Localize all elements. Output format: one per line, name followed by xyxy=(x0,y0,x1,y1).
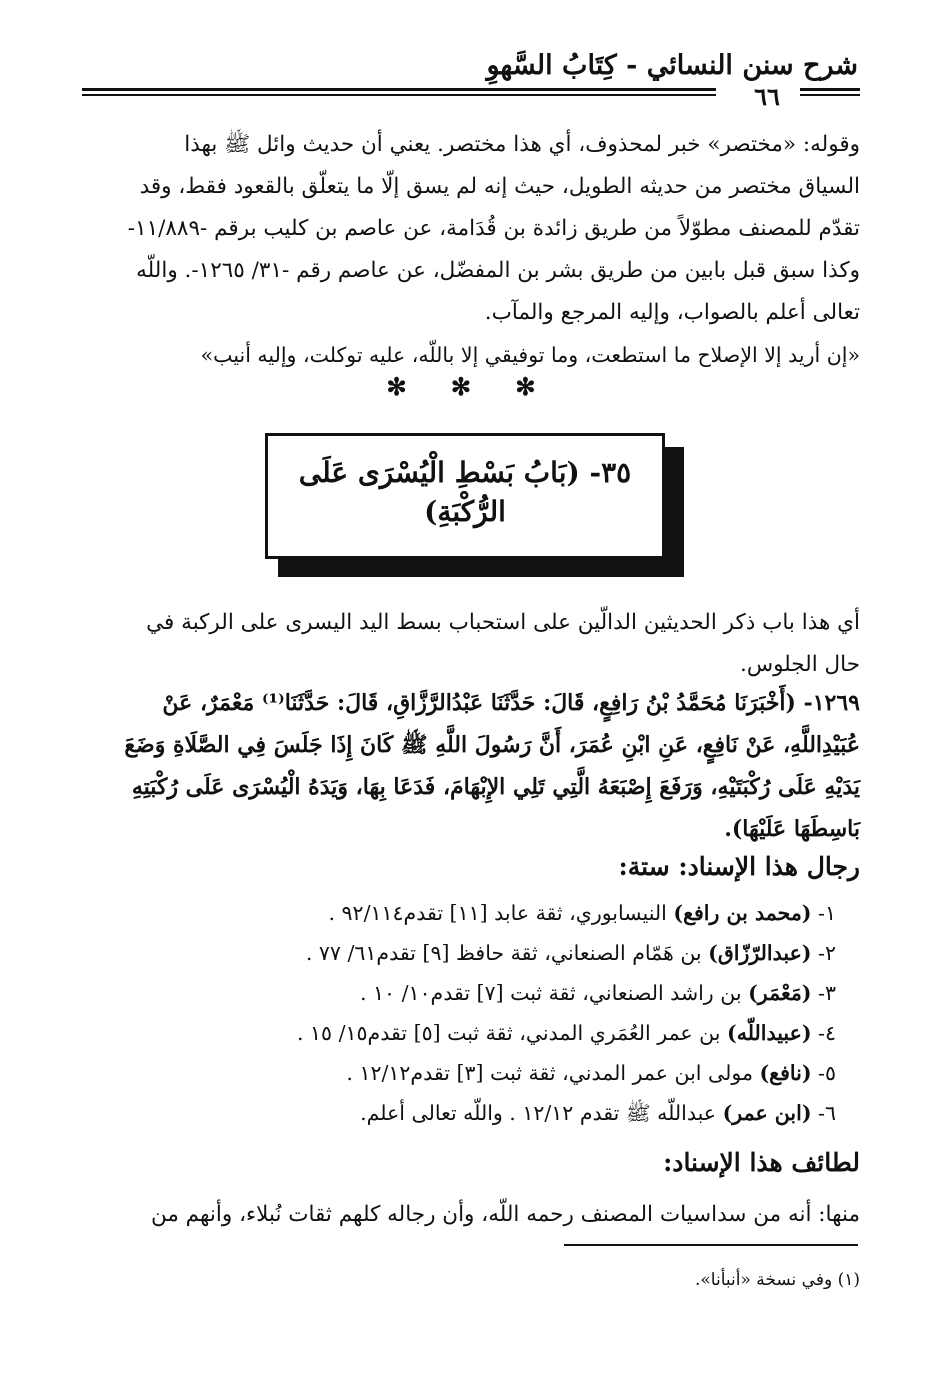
chapter-title-line1: ٣٥- (بَابُ بَسْطِ الْيُسْرَى عَلَى xyxy=(298,456,632,489)
header-rule-top xyxy=(82,88,716,91)
narrator-item xyxy=(297,1021,836,1045)
intro-line: تعالى أعلم بالصواب، وإليه المرجع والمآب. xyxy=(484,300,860,325)
narrator-number: ٢- xyxy=(818,941,836,965)
narrator-number: ٦- xyxy=(818,1101,836,1125)
hadith-text xyxy=(82,682,860,850)
chapter-intro xyxy=(82,602,860,686)
narrator-item xyxy=(329,901,837,925)
chapter-intro-line: حال الجلوس. xyxy=(739,652,860,677)
section-separator: ✻ ✻ ✻ xyxy=(386,372,554,401)
hadith-line: يَدَيْهِ عَلَى رُكْبَتَيْهِ، وَرَفَعَ إِصْبَعَهُ الَّتِي تَلِي الإِبْهَامَ، فَدَعَا بِهَا، وَيَدَهُ الْيُسْرَى عَلَى رُكْبَتِهِ xyxy=(131,774,860,800)
page-number: ٦٦ xyxy=(754,82,780,111)
lataif-heading: لطائف هذا الإسناد: xyxy=(663,1148,860,1177)
narrator-desc: النيسابوري، ثقة عابد [١١] تقدم٩٢/١١٤ . xyxy=(328,901,667,925)
narrator-desc: بن هَمّام الصنعاني، ثقة حافظ [٩] تقدم٦١/ ٧٧ . xyxy=(305,941,702,965)
intro-paragraph xyxy=(82,124,860,376)
intro-line: وكذا سبق قبل بابين من طريق بشر بن المفضّل، عن عاصم رقم -٣١/ ١٢٦٥-. واللّه xyxy=(136,258,860,283)
hadith-line: بَاسِطَهَا عَلَيْهَا). xyxy=(724,816,860,842)
narrator-desc: عبداللّه ﷺ تقدم ١٢/١٢ . واللّه تعالى أعلم. xyxy=(360,1101,717,1125)
chapter-intro-line: أي هذا باب ذكر الحديثين الدالّين على استحباب بسط اليد اليسرى على الركبة في xyxy=(146,610,860,635)
footnote: (١) وفي نسخة «أنبأنا». xyxy=(695,1270,860,1290)
narrators-heading: رجال هذا الإسناد: ستة: xyxy=(618,852,860,881)
chapter-title-box xyxy=(265,433,665,559)
page-number-rule-bottom xyxy=(800,94,860,96)
narrator-name: (نافع) xyxy=(759,1061,812,1085)
narrator-number: ٥- xyxy=(818,1061,836,1085)
narrator-item xyxy=(360,981,836,1005)
footnote-rule xyxy=(564,1244,858,1246)
narrator-name: (مَعْمَر) xyxy=(748,981,812,1005)
narrator-desc: بن عمر العُمَري المدني، ثقة ثبت [٥] تقدم١٥/ ١٥ . xyxy=(296,1021,721,1045)
running-title: شرح سنن النسائي - كِتَابُ السَّهوِ xyxy=(486,50,858,81)
intro-line: وقوله: «مختصر» خبر لمحذوف، أي هذا مختصر. يعني أن حديث وائل ﷺ بهذا xyxy=(184,132,860,157)
intro-line: تقدّم للمصنف مطوّلاً من طريق زائدة بن قُدَامة، عن عاصم بن كليب برقم -١١/٨٨٩- xyxy=(127,216,860,241)
chapter-title-line2: الرُّكْبَةِ) xyxy=(424,495,506,528)
hadith-line: عُبَيْدِاللَّهِ، عَنْ نَافِعٍ، عَنِ ابْنِ عُمَرَ، أَنَّ رَسُولَ اللَّهِ ﷺ كَانَ إِذَا جَلَسَ فِي الصَّلَاةِ وَضَعَ xyxy=(124,732,860,758)
narrator-number: ١- xyxy=(818,901,836,925)
intro-line: السياق مختصر من حديثه الطويل، حيث إنه لم يسق إلّا ما يتعلّق بالقعود فقط، وقد xyxy=(139,174,860,199)
header-rule-bottom xyxy=(82,94,716,96)
narrator-name: (عبدالرّزّاق) xyxy=(708,941,812,965)
narrator-item xyxy=(346,1061,836,1085)
narrator-number: ٤- xyxy=(818,1021,836,1045)
narrator-name: (محمد بن رافع) xyxy=(673,901,812,925)
narrator-number: ٣- xyxy=(818,981,836,1005)
narrator-name: (عبيداللّه) xyxy=(727,1021,812,1045)
lataif-line: منها: أنه من سداسيات المصنف رحمه اللّه، وأن رجاله كلهم ثقات نُبلاء، وأنهم من xyxy=(150,1202,860,1227)
page-number-rule-top xyxy=(800,88,860,91)
narrator-item xyxy=(360,1101,836,1131)
narrator-name: (ابن عمر) xyxy=(722,1101,812,1125)
narrator-item xyxy=(306,941,836,965)
hadith-line: ١٢٦٩- (أَخْبَرَنَا مُحَمَّدُ بْنُ رَافِعٍ، قَالَ: حَدَّثَنَا عَبْدُالرَّزَّاقِ، قَالَ: حَدَّثَنَا⁽¹⁾ مَعْمَرٌ، عَنْ xyxy=(162,690,860,716)
narrator-desc: بن راشد الصنعاني، ثقة ثبت [٧] تقدم١٠/ ١٠ . xyxy=(359,981,742,1005)
lataif-text xyxy=(82,1194,860,1236)
narrator-desc: مولى ابن عمر المدني، ثقة ثبت [٣] تقدم١٢/١٢ . xyxy=(346,1061,753,1085)
quran-quote-line: «إن أريد إلا الإصلاح ما استطعت، وما توفيقي إلا باللّه، عليه توكلت، وإليه أنيب» xyxy=(200,343,860,367)
